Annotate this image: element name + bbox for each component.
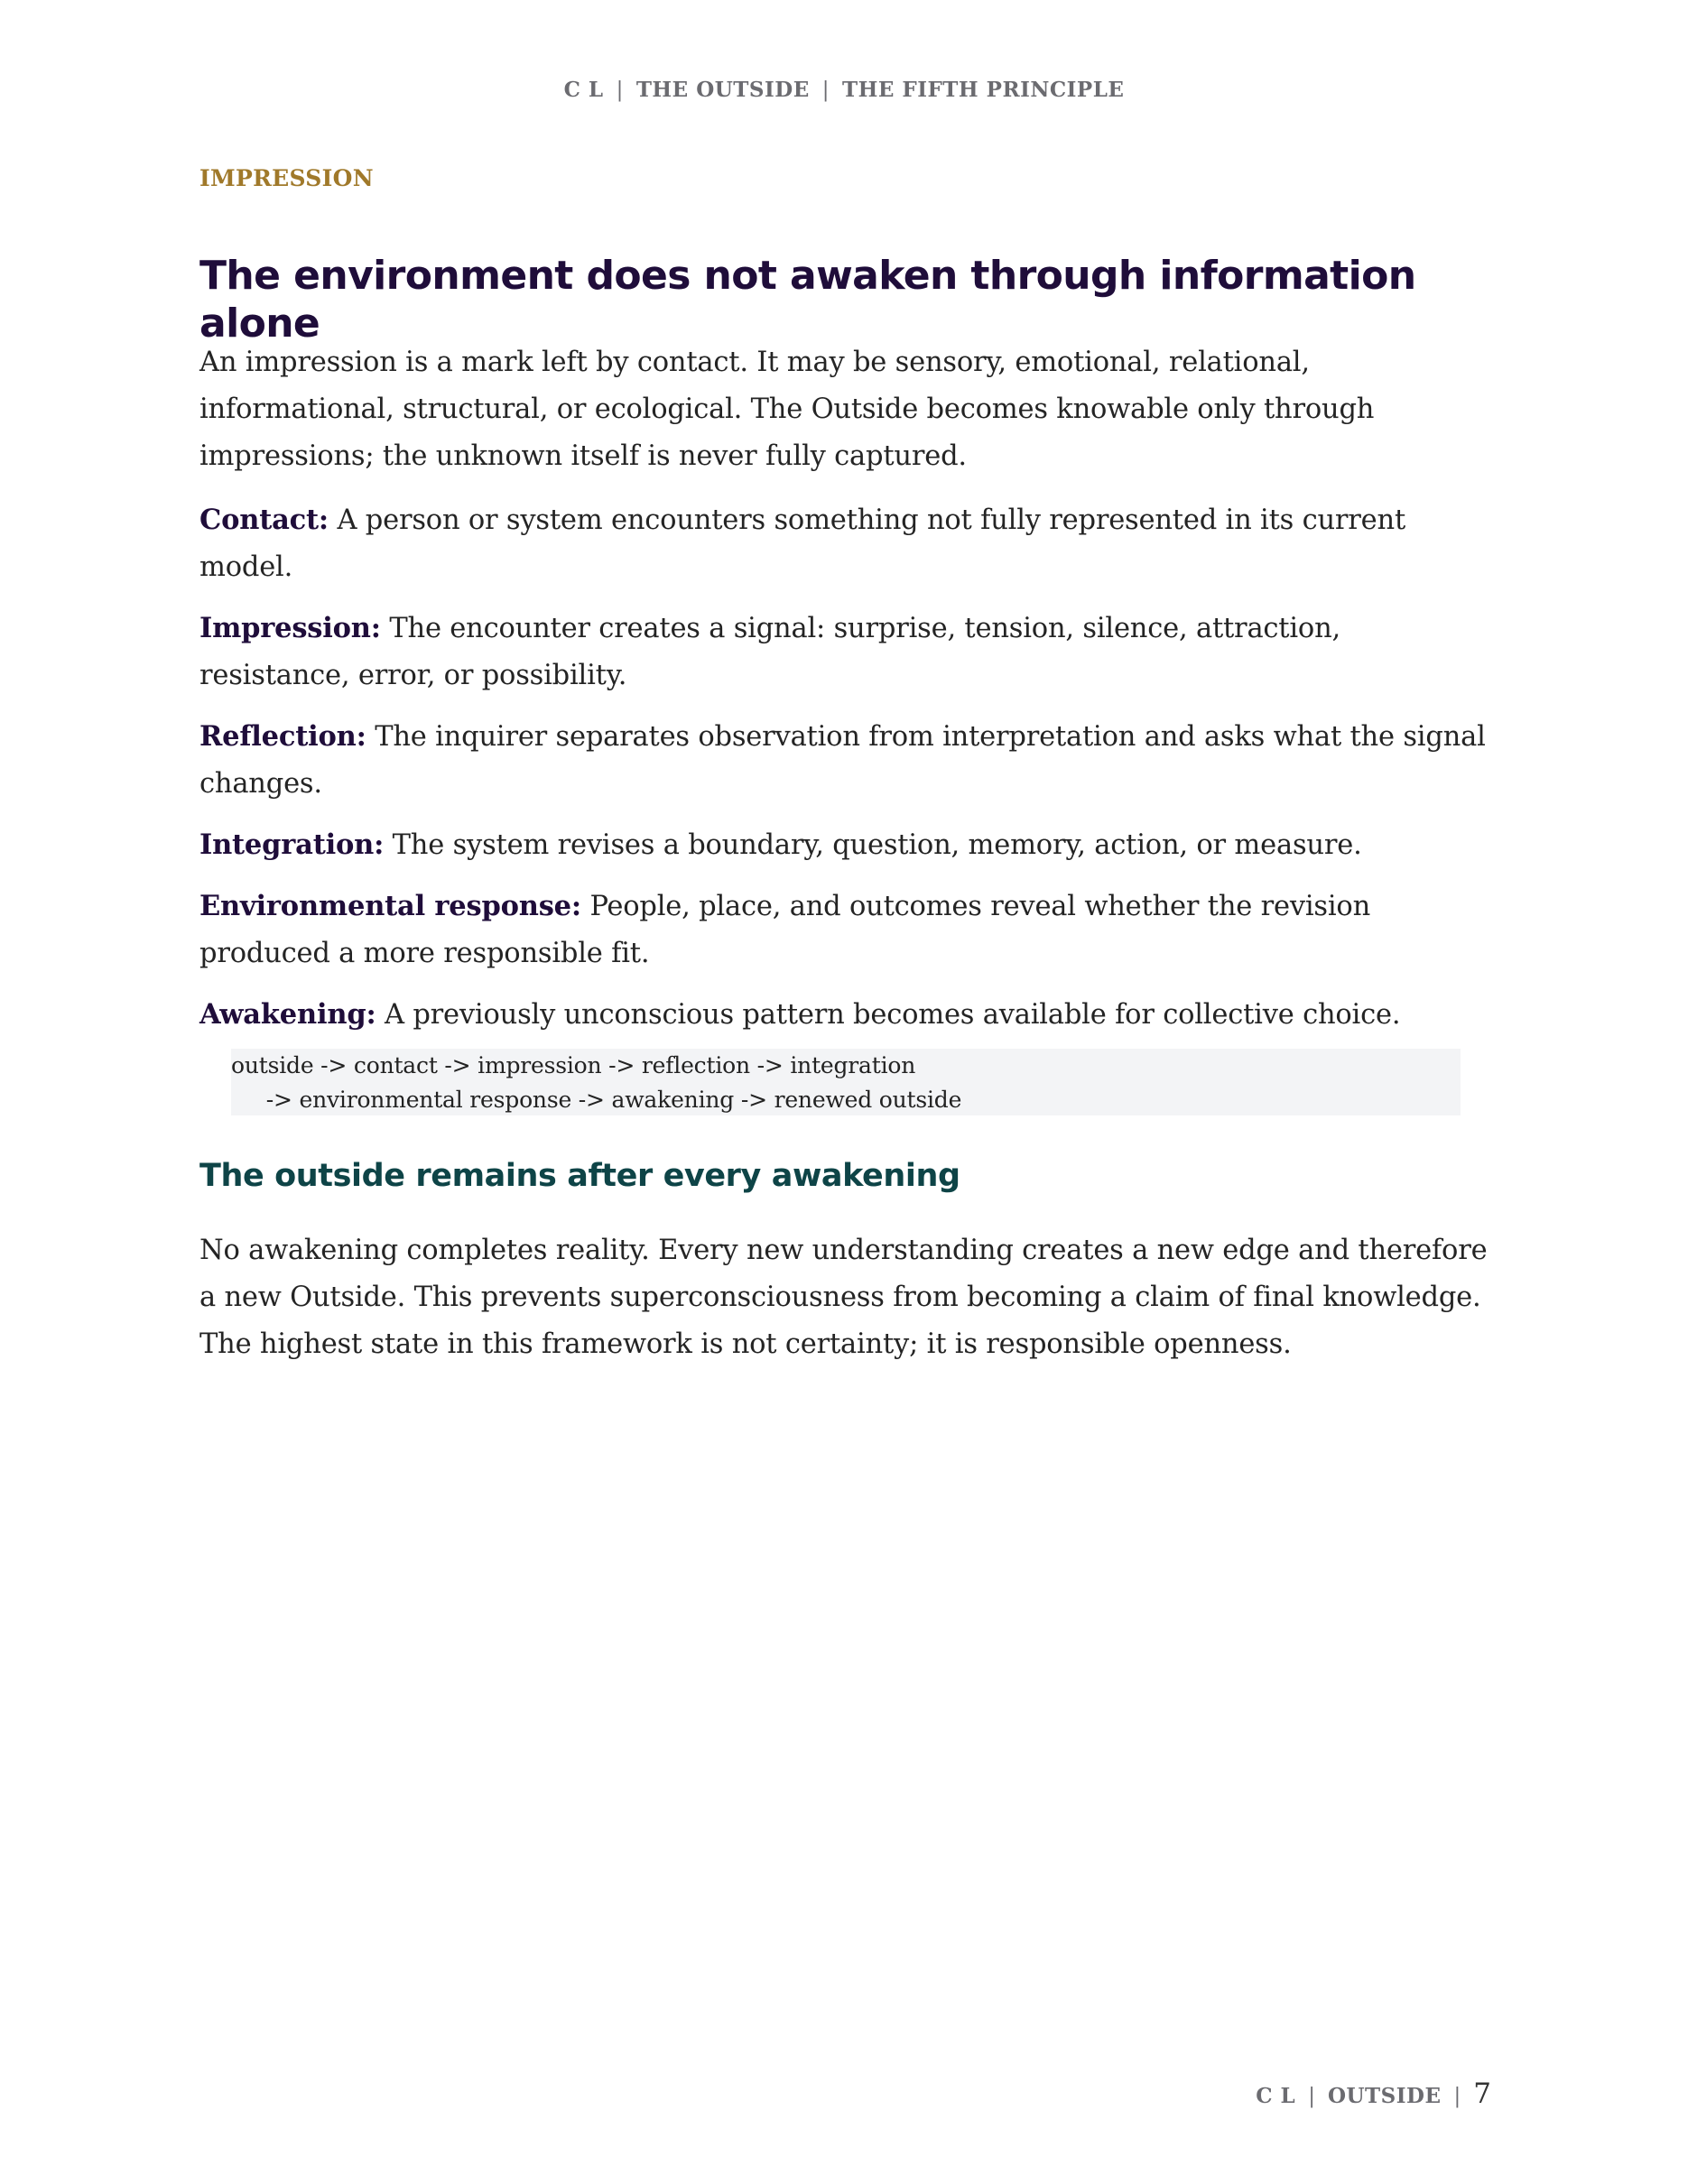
running-head [0, 78, 1688, 102]
step-term: Integration: [199, 828, 385, 861]
footer-section: OUTSIDE [1327, 2084, 1442, 2108]
running-head-separator: | [616, 79, 624, 102]
step-description: The inquirer separates observation from interpretation and asks what the signal changes. [199, 721, 1486, 800]
running-head-book-title: THE OUTSIDE [635, 78, 810, 102]
running-head-chapter: THE FIFTH PRINCIPLE [842, 78, 1125, 102]
section-subheading: The outside remains after every awakening [199, 1158, 960, 1194]
page-footer [1256, 2078, 1491, 2110]
step-description: A person or system encounters something not fully represented in its current model. [199, 504, 1406, 583]
step-environmental-response [199, 883, 1490, 977]
footer-separator: | [1308, 2085, 1315, 2108]
flow-code-block [231, 1049, 1461, 1115]
running-head-author: C L [563, 78, 604, 102]
section-label: IMPRESSION [199, 165, 374, 191]
step-reflection [199, 713, 1490, 808]
running-head-separator: | [821, 79, 830, 102]
step-description: The system revises a boundary, question, memory, action, or measure. [392, 829, 1362, 861]
footer-separator: | [1453, 2085, 1461, 2108]
intro-paragraph: An impression is a mark left by contact. It may be sensory, emotional, relational, informational, structural, or ecological. The Outside becomes knowable only through impressions; the unknown itself is never fully captured. [199, 347, 1375, 472]
step-term: Contact: [199, 504, 329, 536]
step-description: People, place, and outcomes reveal whether the revision produced a more responsible fit. [199, 891, 1371, 969]
step-term: Reflection: [199, 720, 366, 753]
step-list [199, 496, 1490, 1052]
step-contact [199, 496, 1490, 591]
step-integration [199, 821, 1490, 869]
step-description: A previously unconscious pattern becomes available for collective choice. [385, 999, 1401, 1031]
flow-line-1: outside -> contact -> impression -> reflection -> integration [231, 1052, 916, 1078]
step-impression [199, 605, 1490, 699]
step-term: Awakening: [199, 998, 376, 1031]
page-title: The environment does not awaken through information alone [199, 253, 1416, 347]
step-term: Impression: [199, 612, 381, 644]
step-term: Environmental response: [199, 890, 581, 922]
step-description: The encounter creates a signal: surprise, tension, silence, attraction, resistance, error, or possibility. [199, 613, 1341, 691]
step-awakening [199, 991, 1490, 1039]
footer-author: C L [1256, 2084, 1296, 2108]
flow-line-2: -> environmental response -> awakening -> renewed outside [231, 1087, 962, 1113]
page-number: 7 [1473, 2078, 1491, 2110]
closing-paragraph: No awakening completes reality. Every new understanding creates a new edge and therefore a new Outside. This prevents superconsciousness from becoming a claim of final knowledge. The highest state in this framework is not certainty; it is responsible openness. [199, 1235, 1488, 1360]
